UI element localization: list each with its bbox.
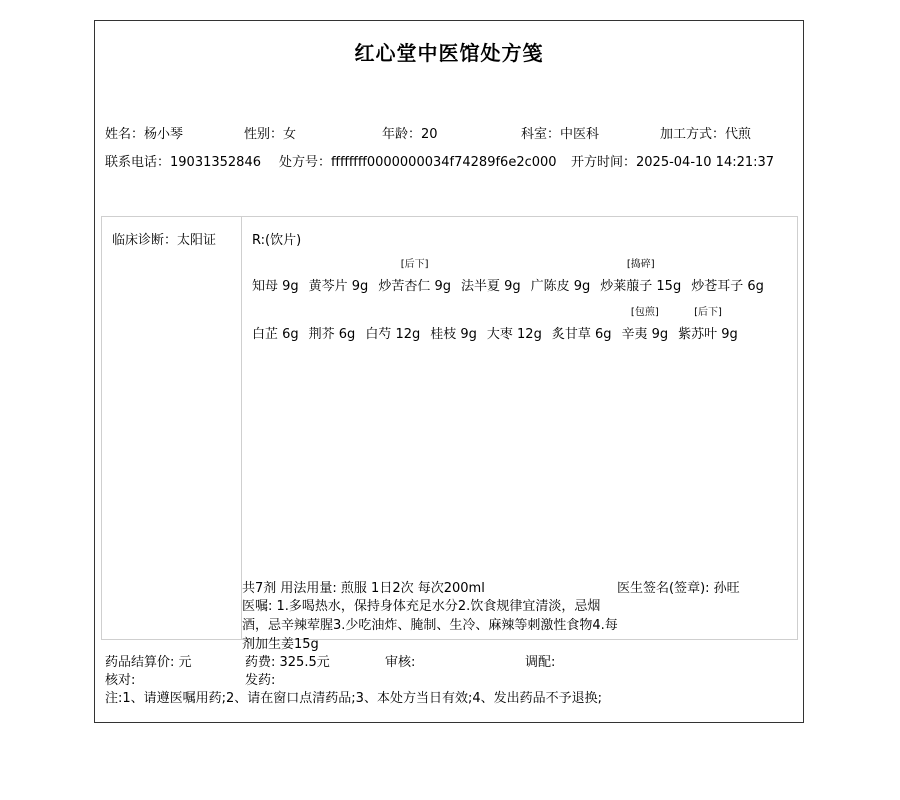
herb-item: [531, 275, 591, 294]
herb-name: 广陈皮 9g: [530, 279, 591, 294]
mix-field: 调配:: [525, 655, 556, 670]
settle-price: 药品结算价: 元: [105, 655, 192, 670]
herb-name: 炒苦杏仁 9g: [378, 279, 451, 294]
herb-name: 大枣 12g: [486, 327, 542, 342]
herb-name: 紫苏叶 9g: [678, 327, 738, 342]
herb-name: 黄芩片 9g: [308, 279, 369, 294]
herb-name: 辛夷 9g: [621, 327, 669, 342]
herb-name: 荆芥 6g: [308, 327, 356, 342]
patient-name: 姓名：杨小琴: [105, 127, 184, 142]
page-title: 红心堂中医馆处方笺: [354, 41, 544, 65]
check-field: 核对:: [105, 673, 136, 688]
herb-name: 白芍 12g: [365, 327, 421, 342]
herb-item: [487, 323, 542, 342]
patient-phone: 联系电话：19031352846: [105, 155, 261, 170]
herb-name: 炙甘草 6g: [551, 327, 612, 342]
herb-name: 法半夏 9g: [460, 279, 521, 294]
patient-gender: 性别：女: [244, 127, 297, 142]
herb-item: [691, 275, 764, 294]
herb-name: 炒莱菔子 15g: [600, 279, 682, 294]
process-method: 加工方式：代煎: [660, 127, 752, 142]
herb-name: 桂枝 9g: [430, 327, 477, 342]
herb-note: [捣碎]: [626, 259, 655, 270]
footer-note: 注:1、请遵医嘱用药;2、请在窗口点清药品;3、本处方当日有效;4、发出药品不予退换;: [105, 691, 602, 706]
herb-item: [678, 307, 738, 342]
herb-item: [552, 323, 612, 342]
herb-item: [378, 259, 451, 294]
herb-item: [252, 275, 299, 294]
prescription-number: 处方号：ffffffff0000000034f74289f6e2c000: [279, 155, 557, 170]
herb-note: [包煎]: [630, 307, 659, 318]
prescription-body: [101, 216, 798, 652]
doctor-signature: 医生签名(签章): 孙旺: [617, 581, 740, 596]
herb-item: [430, 323, 477, 342]
usage-dosage: 共7剂 用法用量: 煎服 1日2次 每次200ml: [242, 581, 485, 596]
prescription-sheet: [94, 20, 804, 723]
herb-item: [461, 275, 521, 294]
diagnosis-column: [102, 217, 242, 639]
herb-row-2: [252, 307, 748, 363]
herb-item: [309, 275, 369, 294]
herb-item: [365, 323, 420, 342]
herb-item: [252, 323, 299, 342]
review-field: 审核:: [385, 655, 416, 670]
patient-department: 科室：中医科: [521, 127, 600, 142]
rx-label: R:(饮片): [252, 233, 302, 248]
patient-age: 年龄：20: [382, 127, 438, 142]
herb-item: [600, 259, 682, 294]
herb-name: 知母 9g: [252, 279, 299, 294]
issue-field: 发药:: [245, 673, 276, 688]
drug-fee: 药费: 325.5元: [245, 655, 330, 670]
herb-note: [后下]: [694, 307, 722, 318]
herb-item: [621, 307, 669, 342]
clinical-diagnosis: 临床诊断：太阳证: [112, 233, 217, 248]
herb-name: 白芷 6g: [252, 327, 299, 342]
prescription-time: 开方时间：2025-04-10 14:21:37: [571, 155, 775, 170]
medical-advice: 医嘱: 1.多喝热水，保持身体充足水分2.饮食规律宜清淡，忌烟酒，忌辛辣荤腥3.少吃油炸、腌制、生冷、麻辣等刺激性食物4.每剂加生姜15g: [242, 599, 618, 652]
herb-note: [后下]: [400, 259, 429, 270]
herb-item: [309, 323, 356, 342]
herb-name: 炒苍耳子 6g: [691, 279, 764, 294]
